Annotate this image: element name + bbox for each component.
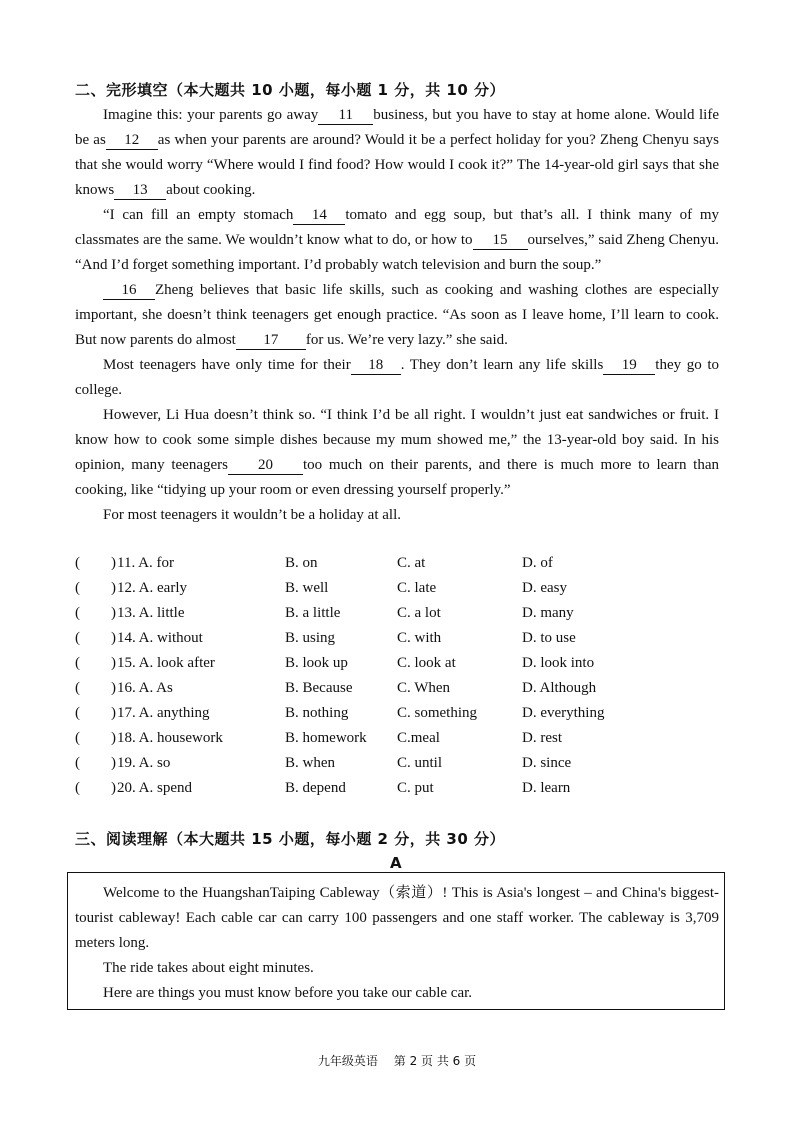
- option-b: B. look up: [285, 655, 348, 671]
- cloze-paragraph: [75, 403, 719, 503]
- cloze-paragraph: [75, 203, 719, 278]
- footer-grade: 九年级英语: [317, 1054, 378, 1068]
- answer-paren-close: ): [111, 680, 116, 696]
- answer-paren-open[interactable]: (: [75, 730, 80, 746]
- option-c: C. look at: [397, 655, 456, 671]
- cloze-paragraph: [75, 503, 719, 528]
- option-row: [75, 605, 725, 630]
- option-row: [75, 680, 725, 705]
- option-row: [75, 755, 725, 780]
- cloze-text: Most teenagers have only time for their: [103, 357, 351, 373]
- option-a: 16. A. As: [117, 680, 173, 696]
- cloze-blank[interactable]: 14: [293, 206, 345, 225]
- answer-paren-open[interactable]: (: [75, 705, 80, 721]
- page-footer: [0, 1052, 794, 1069]
- answer-paren-close: ): [111, 655, 116, 671]
- cloze-blank[interactable]: 15: [473, 231, 528, 250]
- answer-paren-close: ): [111, 780, 116, 796]
- cloze-text: they go to college.: [75, 357, 719, 398]
- option-a: 14. A. without: [117, 630, 203, 646]
- cloze-text: For most teenagers it wouldn’t be a holiday at all.: [103, 507, 401, 523]
- answer-paren-close: ): [111, 730, 116, 746]
- cloze-blank[interactable]: 12: [106, 131, 158, 150]
- option-c: C. a lot: [397, 605, 441, 621]
- cloze-blank[interactable]: 20: [228, 456, 303, 475]
- option-c: C.meal: [397, 730, 440, 746]
- option-b: B. using: [285, 630, 336, 646]
- option-b: B. on: [285, 555, 318, 571]
- cloze-text: about cooking.: [166, 182, 256, 198]
- answer-paren-close: ): [111, 605, 116, 621]
- option-a: 20. A. spend: [117, 780, 192, 796]
- option-row: [75, 655, 725, 680]
- option-row: [75, 705, 725, 730]
- box-line-3-text: Here are things you must know before you take our cable car.: [103, 985, 473, 1001]
- option-b: B. a little: [285, 605, 341, 621]
- cloze-text: However, Li Hua doesn’t think so. “I think I’d be all right. I wouldn’t just eat sandwiches or fruit. I know how to cook some simple dishes because my mum showed me,” the 13-year-old boy said. In his opinion, many teenagers: [75, 407, 719, 473]
- option-b: B. Because: [285, 680, 353, 696]
- option-row: [75, 780, 725, 805]
- option-c: C. with: [397, 630, 442, 646]
- option-row: [75, 555, 725, 580]
- option-d: D. learn: [522, 780, 571, 796]
- option-b: B. homework: [285, 730, 367, 746]
- option-a: 11. A. for: [117, 555, 174, 571]
- cloze-blank[interactable]: 18: [351, 356, 401, 375]
- option-a: 12. A. early: [117, 580, 187, 596]
- cloze-text: too much on their parents, and there is much more to learn than cooking, like “tidying up your room or even dressing yourself properly.”: [75, 457, 719, 498]
- cloze-text: Zheng believes that basic life skills, such as cooking and washing clothes are especially important, she doesn’t think teenagers get enough practice. “As soon as I leave home, I’ll learn to cook. But now parents do almost: [75, 282, 719, 348]
- option-d: D. rest: [522, 730, 562, 746]
- option-d: D. everything: [522, 705, 605, 721]
- cloze-paragraph: [75, 103, 719, 203]
- footer-page: 第 2 页 共 6 页: [393, 1054, 477, 1068]
- answer-paren-close: ): [111, 580, 116, 596]
- cloze-text: tomato and egg soup, but that’s all. I think many of my classmates are the same. We wouldn’t know what to do, or how to: [75, 207, 719, 248]
- option-a: 17. A. anything: [117, 705, 210, 721]
- option-a: 19. A. so: [117, 755, 171, 771]
- cloze-paragraph: [75, 278, 719, 353]
- option-a: 15. A. look after: [117, 655, 215, 671]
- cloze-blank[interactable]: 19: [603, 356, 655, 375]
- cloze-text: ourselves,” said Zheng Chenyu. “And I’d forget something important. I’d probably watch television and burn the soup.”: [75, 232, 719, 273]
- answer-paren-open[interactable]: (: [75, 605, 80, 621]
- box-line-1: [75, 881, 719, 956]
- option-c: C. at: [397, 555, 426, 571]
- box-line-3: [75, 981, 719, 1006]
- option-c: C. late: [397, 580, 437, 596]
- cloze-text: business, but you have to stay at home alone. Would life be as: [75, 107, 720, 148]
- option-d: D. Although: [522, 680, 597, 696]
- answer-paren-open[interactable]: (: [75, 680, 80, 696]
- answer-paren-close: ): [111, 705, 116, 721]
- option-a: 18. A. housework: [117, 730, 223, 746]
- option-d: D. easy: [522, 580, 567, 596]
- answer-paren-close: ): [111, 555, 116, 571]
- option-d: D. to use: [522, 630, 576, 646]
- option-row: [75, 580, 725, 605]
- cloze-blank[interactable]: 16: [103, 281, 155, 300]
- option-d: D. look into: [522, 655, 595, 671]
- cloze-text: Imagine this: your parents go away: [103, 107, 319, 123]
- cloze-paragraph: [75, 353, 719, 403]
- reading-box: [67, 872, 725, 1010]
- cloze-text: . They don’t learn any life skills: [400, 357, 604, 373]
- passage-label: A: [390, 854, 402, 872]
- answer-paren-open[interactable]: (: [75, 580, 80, 596]
- option-b: B. well: [285, 580, 329, 596]
- option-b: B. nothing: [285, 705, 349, 721]
- option-a: 13. A. little: [117, 605, 185, 621]
- answer-paren-open[interactable]: (: [75, 755, 80, 771]
- answer-paren-close: ): [111, 630, 116, 646]
- option-c: C. something: [397, 705, 478, 721]
- cloze-blank[interactable]: 17: [236, 331, 306, 350]
- cloze-blank[interactable]: 11: [318, 106, 373, 125]
- answer-paren-open[interactable]: (: [75, 555, 80, 571]
- box-line-2: [75, 956, 719, 981]
- section3-title: 三、阅读理解（本大题共 15 小题，每小题 2 分，共 30 分）: [75, 830, 506, 848]
- option-c: C. put: [397, 780, 434, 796]
- option-d: D. since: [522, 755, 572, 771]
- box-line-1-text: Welcome to the HuangshanTaiping Cableway（索道）! This is Asia's longest – and China's biggest-tourist cableway! Each cable car can carry 100 passengers and one staff worker. The cableway is 3,709 meters long.: [75, 885, 719, 951]
- cloze-blank[interactable]: 13: [114, 181, 166, 200]
- option-d: D. of: [522, 555, 553, 571]
- option-b: B. depend: [285, 780, 346, 796]
- answer-paren-open[interactable]: (: [75, 630, 80, 646]
- cloze-text: for us. We’re very lazy.” she said.: [305, 332, 508, 348]
- option-c: C. until: [397, 755, 443, 771]
- box-line-2-text: The ride takes about eight minutes.: [103, 960, 314, 976]
- cloze-text: as when your parents are around? Would it be a perfect holiday for you? Zheng Chenyu says that she would worry “Where would I find food? How would I cook it?” The 14-year-old girl says that she knows: [75, 132, 719, 198]
- option-d: D. many: [522, 605, 574, 621]
- option-row: [75, 630, 725, 655]
- cloze-text: “I can fill an empty stomach: [103, 207, 294, 223]
- option-c: C. When: [397, 680, 451, 696]
- answer-paren-open[interactable]: (: [75, 780, 80, 796]
- option-row: [75, 730, 725, 755]
- answer-paren-close: ): [111, 755, 116, 771]
- answer-paren-open[interactable]: (: [75, 655, 80, 671]
- section2-title: 二、完形填空（本大题共 10 小题，每小题 1 分，共 10 分）: [75, 81, 506, 99]
- option-b: B. when: [285, 755, 335, 771]
